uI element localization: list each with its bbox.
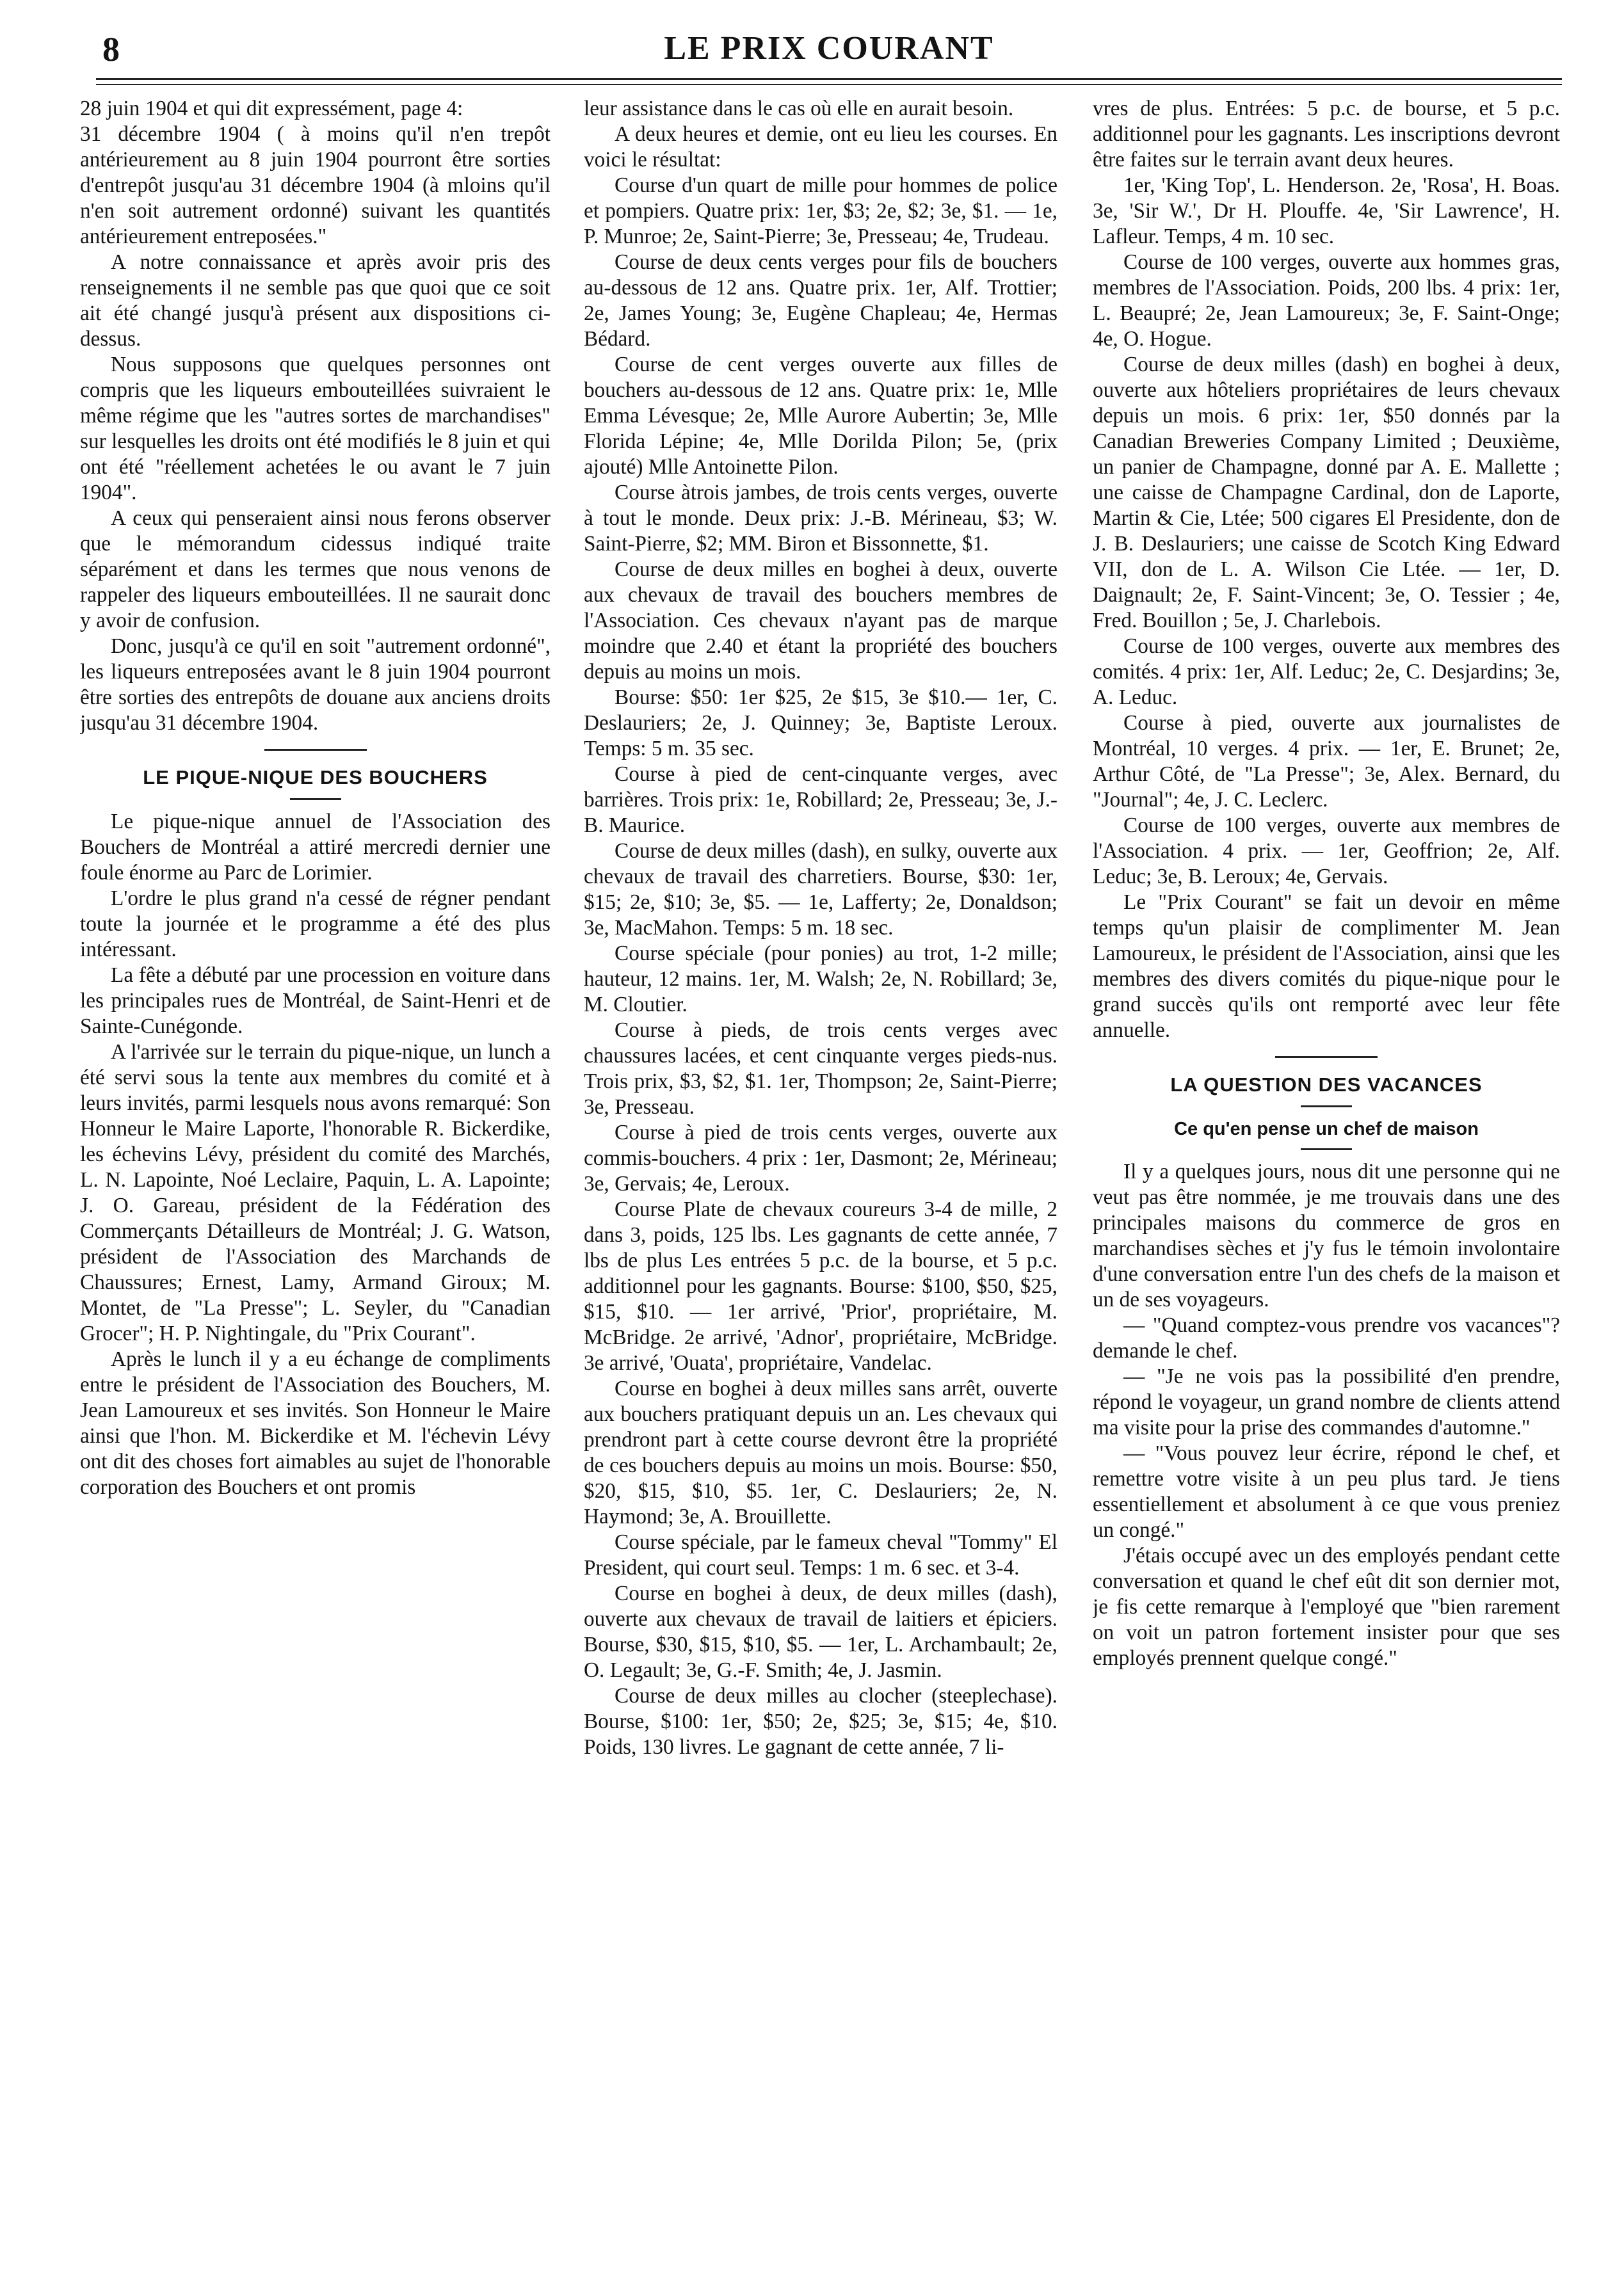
paragraph: Le pique-nique annuel de l'Association des Bouchers de Montréal a attiré mercredi dernier une foule énorme au Parc de Lorimier. [80, 810, 551, 885]
column-2 [584, 96, 1057, 2259]
race-result: Course de deux milles en boghei à deux, ouverte aux chevaux de travail des bouchers membres de l'Association. Ces chevaux n'ayant pas de marque moindre que 2.40 et étant la propriété des bouchers depuis au moins un mois. [584, 557, 1057, 684]
race-result: Course de 100 verges, ouverte aux hommes gras, membres de l'Association. Poids, 200 lbs. 4 prix: 1er, L. Beaupré; 2e, Jean Lamoureux; 3e, F. Saint-Onge; 4e, O. Hogue. [1093, 250, 1560, 351]
race-result: Course à pied de trois cents verges, ouverte aux commis-bouchers. 4 prix : 1er, Dasmont; 2e, Mérineau; 3e, Gervais; 4e, Leroux. [584, 1121, 1057, 1196]
race-result: Course de 100 verges, ouverte aux membres des comités. 4 prix: 1er, Alf. Leduc; 2e, C. Desjardins; 3e, A. Leduc. [1093, 634, 1560, 709]
paragraph: A l'arrivée sur le terrain du pique-nique, un lunch a été servi sous la tente aux membres du comité et à leurs invités, parmi lesquels nous avons remarqué: Son Honneur le Maire Laporte, l'honorable R. Bickerdike, les échevins Lévy, président du comité des Marchés, L. N. Lapointe, Noé Leclaire, Paquin, L. A. Lapointe; J. O. Gareau, président de la Fédération des Commerçants Détailleurs de Montréal; J. G. Watson, président de l'Association des Marchands de Chaussures; Ernest, Lamy, Armand Giroux; M. Montet, de "La Presse"; L. Seyler, du "Canadian Grocer"; H. P. Nightingale, du "Prix Courant". [80, 1040, 551, 1345]
paragraph: L'ordre le plus grand n'a cessé de régner pendant toute la journée et le programme a été des plus intéressant. [80, 886, 551, 961]
paragraph: J'étais occupé avec un des employés pendant cette conversation et quand le chef eût dit son dernier mot, je fis cette remarque à l'employé que "bien rarement on voit un patron fortement insister pour que ses employés prennent quelque congé." [1093, 1544, 1560, 1670]
dialogue-line: — "Je ne vois pas la possibilité d'en prendre, répond le voyageur, un grand nombre de clients attend ma visite pour la prise des commandes d'automne." [1093, 1365, 1560, 1439]
paragraph: leur assistance dans le cas où elle en aurait besoin. [584, 97, 1014, 120]
race-result: Course à pied, ouverte aux journalistes de Montréal, 10 verges. 4 prix. — 1er, E. Brunet; 2e, Arthur Côté, de "La Presse"; 3e, Alex. Bernard, du "Journal"; 4e, J. C. Leclerc. [1093, 711, 1560, 812]
header-rule [96, 78, 1562, 80]
section-subheading: Ce qu'en pense un chef de maison [1174, 1119, 1479, 1139]
race-result: Course àtrois jambes, de trois cents verges, ouverte à tout le monde. Deux prix: J.-B. Mérineau, $3; W. Saint-Pierre, $2; MM. Biron et Bissonnette, $1. [584, 481, 1057, 556]
dialogue-line: — "Quand comptez-vous prendre vos vacances"? demande le chef. [1093, 1313, 1560, 1363]
masthead-title: LE PRIX COURANT [664, 30, 994, 67]
race-result: Course spéciale, par le fameux cheval "Tommy" El President, qui court seul. Temps: 1 m. 6 sec. et 3-4. [584, 1530, 1057, 1580]
race-result: Course en boghei à deux, de deux milles (dash), ouverte aux chevaux de travail de laitiers et épiciers. Bourse, $30, $15, $10, $5. — 1er, L. Archambault; 2e, O. Legault; 3e, G.-F. Smith; 4e, J. Jasmin. [584, 1582, 1057, 1682]
dialogue-line: — "Vous pouvez leur écrire, répond le chef, et remettre votre visite à un peu plus tard. Je tiens essentiellement et absolument à ce que vous preniez un congé." [1093, 1441, 1560, 1542]
race-result: Course à pied de cent-cinquante verges, avec barrières. Trois prix: 1e, Robillard; 2e, Presseau; 3e, J.-B. Maurice. [584, 762, 1057, 837]
paragraph: Il y a quelques jours, nous dit une personne qui ne veut pas être nommée, je me trouvais dans une des principales maisons du commerce de gros en marchandises sèches et j'y fus le témoin involontaire d'une conversation entre l'un des chefs de la maison et un de ses voyageurs. [1093, 1160, 1560, 1311]
race-result: Course à pieds, de trois cents verges avec chaussures lacées, et cent cinquante verges pieds-nus. Trois prix, $3, $2, $1. 1er, Thompson; 2e, Saint-Pierre; 3e, Presseau. [584, 1018, 1057, 1119]
race-result: Course de 100 verges, ouverte aux membres de l'Association. 4 prix. — 1er, Geoffrion; 2e, Alf. Leduc; 3e, B. Leroux; 4e, Gervais. [1093, 814, 1560, 888]
paragraph: A notre connaissance et après avoir pris des renseignements il ne semble pas que quoi que ce soit ait été changé jusqu'à présent aux dispositions ci-dessus. [80, 250, 551, 351]
page-number: 8 [102, 30, 120, 68]
race-result: Course d'un quart de mille pour hommes de police et pompiers. Quatre prix: 1er, $3; 2e, $2; 3e, $1. — 1e, P. Munroe; 2e, Saint-Pierre; 3e, Presseau; 4e, Trudeau. [584, 173, 1057, 248]
paragraph: 28 juin 1904 et qui dit expressément, page 4: [80, 97, 463, 120]
race-result: Course de deux milles (dash) en boghei à deux, ouverte aux hôteliers propriétaires de leurs chevaux depuis un mois. 6 prix: 1er, $50 donnés par la Canadian Breweries Company Limited ; Deuxième, un panier de Champagne, donné par A. E. Mallette ; une caisse de Champagne Cardinal, don de Laporte, Martin & Cie, Ltée; 500 cigares El Presidente, don de J. B. Deslauriers; une caisse de Scotch King Edward VII, don de L. A. Wilson Cie Ltée. — 1er, D. Daignault; 2e, F. Saint-Vincent; 3e, O. Tessier ; 4e, Fred. Bouillon ; 5e, J. Charlebois. [1093, 353, 1560, 632]
race-result: Course de deux milles au clocher (steeplechase). Bourse, $100: 1er, $50; 2e, $25; 3e, $15; 4e, $10. Poids, 130 livres. Le gagnant de cette année, 7 li- [584, 1684, 1057, 1759]
race-result: Bourse: $50: 1er $25, 2e $15, 3e $10.— 1er, C. Deslauriers; 2e, J. Quinney; 3e, Baptiste Leroux. Temps: 5 m. 35 sec. [584, 686, 1057, 760]
quoted-paragraph: 31 décembre 1904 ( à moins qu'il n'en trepôt antérieurement au 8 juin 1904 pourront être sorties d'entrepôt jusqu'au 31 décembre 1904 (à mloins qu'il n'en soit autrement ordonné) suivant les quantités antérieurement entreposées." [80, 122, 551, 248]
race-result: vres de plus. Entrées: 5 p.c. de bourse, et 5 p.c. additionnel pour les gagnants. Les inscriptions devront être faites sur le terrain avant deux heures. [1093, 97, 1560, 172]
heading-underline [290, 798, 341, 800]
race-result: Course spéciale (pour ponies) au trot, 1-2 mille; hauteur, 12 mains. 1er, M. Walsh; 2e, N. Robillard; 3e, M. Cloutier. [584, 942, 1057, 1016]
paragraph: A ceux qui penseraient ainsi nous ferons observer que le mémorandum cidessus indiqué traite séparément et dans les termes que nous venons de rappeler des liqueurs embouteillées. Il ne saurait donc y avoir de confusion. [80, 506, 551, 632]
section-divider [1275, 1056, 1378, 1058]
heading-underline [1301, 1105, 1352, 1107]
race-result: Course Plate de chevaux coureurs 3-4 de mille, 2 dans 3, poids, 125 lbs. Les gagnants de cette année, 7 lbs de plus Les entrées 5 p.c. de la bourse, et 5 p.c. additionnel pour les gagnants. Bourse: $100, $50, $25, $15, $10. — 1er arrivé, 'Prior', propriétaire, M. McBridge. 2e arrivé, 'Adnor', propriétaire, McBridge. 3e arrivé, 'Ouata', propriétaire, Vandelac. [584, 1198, 1057, 1375]
column-1 [80, 96, 551, 2259]
section-heading: LE PIQUE-NIQUE DES BOUCHERS [143, 766, 488, 789]
paragraph: Nous supposons que quelques personnes ont compris que les liqueurs embouteillées suivraient le même régime que les "autres sortes de marchandises" sur lesquelles les droits ont été modifiés le 8 juin et qui ont été "réellement achetées le ou avant le 7 juin 1904". [80, 353, 551, 504]
page-header [96, 26, 1562, 70]
paragraph: Donc, jusqu'à ce qu'il en soit "autrement ordonné", les liqueurs entreposées avant le 8 juin 1904 pourront être sorties des entrepôts de douane aux anciens droits jusqu'au 31 décembre 1904. [80, 634, 551, 735]
paragraph: Après le lunch il y a eu échange de compliments entre le président de l'Association des Bouchers, M. Jean Lamoureux et ses invités. Son Honneur le Maire ainsi que l'hon. M. Bickerdike et M. l'échevin Lévy ont dit des choses fort aimables au sujet de l'honorable corporation des Bouchers et ont promis [80, 1347, 551, 1499]
race-result: Course de deux milles (dash), en sulky, ouverte aux chevaux de travail des charretiers. Bourse, $30: 1er, $15; 2e, $10; 3e, $5. — 1e, Lafferty; 2e, Donaldson; 3e, MacMahon. Temps: 5 m. 18 sec. [584, 839, 1057, 940]
section-divider [264, 749, 367, 751]
race-result: Course en boghei à deux milles sans arrêt, ouverte aux bouchers pratiquant depuis un an. Les chevaux qui prendront part à cette course devront être la propriété de ces bouchers depuis au moins un mois. Bourse: $50, $20, $15, $10, $5. 1er, C. Deslauriers; 2e, N. Haymond; 3e, A. Brouillette. [584, 1377, 1057, 1528]
race-result: Course de cent verges ouverte aux filles de bouchers au-dessous de 12 ans. Quatre prix: 1e, Mlle Emma Lévesque; 2e, Mlle Aurore Aubertin; 3e, Mlle Florida Lépine; 4e, Mlle Dorilda Pilon; 5e, (prix ajouté) Mlle Antoinette Pilon. [584, 353, 1057, 479]
race-result: Course de deux cents verges pour fils de bouchers au-dessous de 12 ans. Quatre prix. 1er, Alf. Trottier; 2e, James Young; 3e, Eugène Chapleau; 4e, Hermas Bédard. [584, 250, 1057, 351]
paragraph: Le "Prix Courant" se fait un devoir en même temps qu'un plaisir de complimenter M. Jean Lamoureux, le président de l'Association, ainsi que les membres des divers comités du pique-nique pour le grand succès qu'ils ont remporté avec leur fête annuelle. [1093, 890, 1560, 1042]
race-result: 1er, 'King Top', L. Henderson. 2e, 'Rosa', H. Boas. 3e, 'Sir W.', Dr H. Plouffe. 4e, 'Sir Lawrence', H. Lafleur. Temps, 4 m. 10 sec. [1093, 173, 1560, 248]
header-rule-thin [96, 84, 1562, 85]
subheading-underline [1301, 1148, 1352, 1150]
paragraph: La fête a débuté par une procession en voiture dans les principales rues de Montréal, de Saint-Henri et de Sainte-Cunégonde. [80, 963, 551, 1038]
section-heading: LA QUESTION DES VACANCES [1170, 1073, 1483, 1096]
column-3 [1093, 96, 1560, 2259]
paragraph: A deux heures et demie, ont eu lieu les courses. En voici le résultat: [584, 122, 1057, 172]
